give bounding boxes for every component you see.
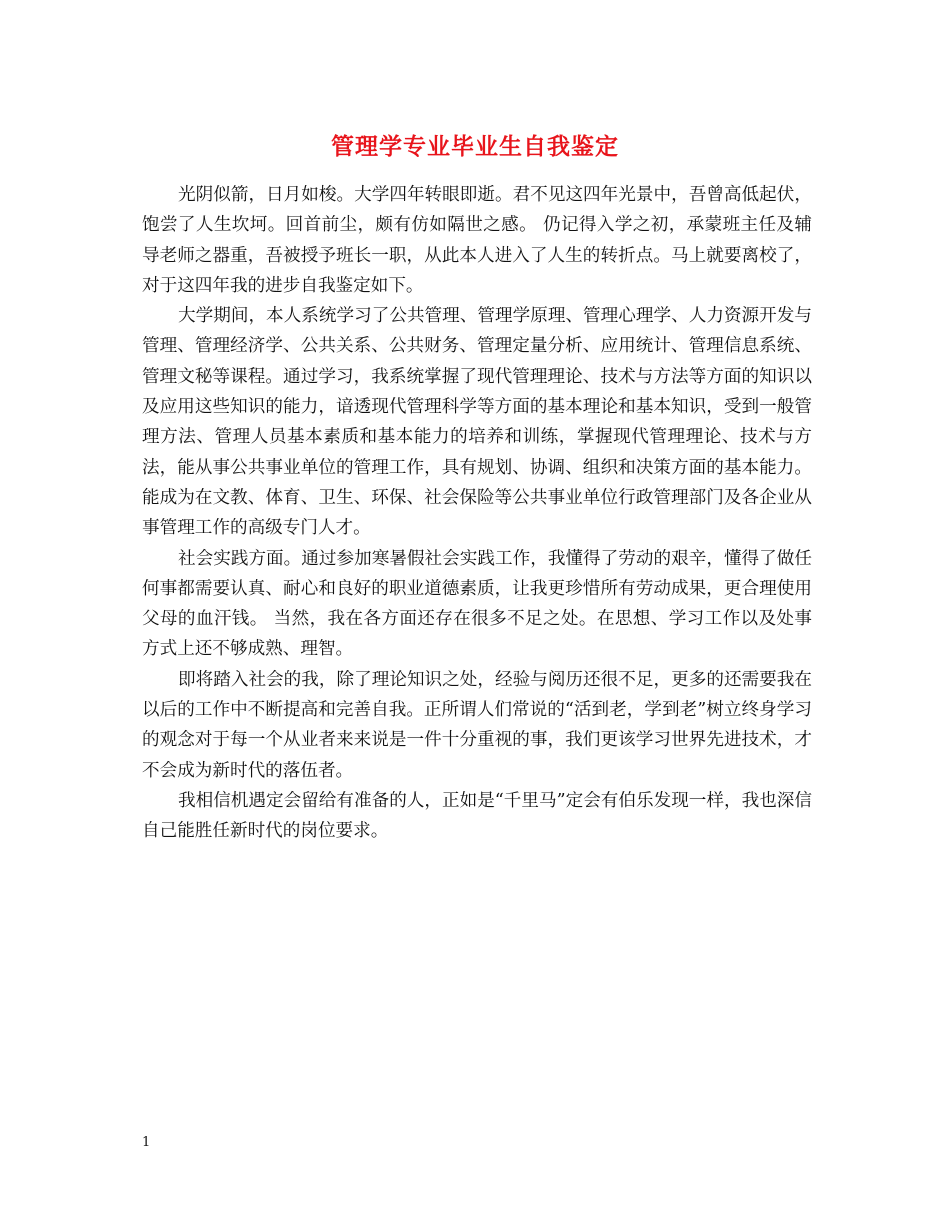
paragraph-conclusion: 我相信机遇定会留给有准备的人，正如是“千里马”定会有伯乐发现一样，我也深信自己能胜任新时代的岗位要求。 xyxy=(142,790,812,842)
paragraph-future: 即将踏入社会的我，除了理论知识之处，经验与阅历还很不足，更多的还需要我在以后的工作中不断提高和完善自我。正所谓人们常说的“活到老，学到老”树立终身学习的观念对于每一个从业者来来说是一件十分重视的事，我们更该学习世界先进技术，才不会成为新时代的落伍者。 xyxy=(142,669,812,781)
paragraph-intro: 光阴似箭，日月如梭。大学四年转眼即逝。君不见这四年光景中，吾曾高低起伏，饱尝了人生坎坷。回首前尘，颇有仿如隔世之感。 仍记得入学之初，承蒙班主任及辅导老师之器重，吾被授予班长一职，从此本人进入了人生的转折点。马上就要离校了，对于这四年我的进步自我鉴定如下。 xyxy=(142,185,812,296)
page-number: 1 xyxy=(142,1135,151,1150)
document-body xyxy=(142,180,812,847)
paragraph-study: 大学期间，本人系统学习了公共管理、管理学原理、管理心理学、人力资源开发与管理、管理经济学、公共关系、公共财务、管理定量分析、应用统计、管理信息系统、管理文秘等课程。通过学习，我系统掌握了现代管理理论、技术与方法等方面的知识以及应用这些知识的能力，谙透现代管理科学等方面的基本理论和基本知识，受到一般管理方法、管理人员基本素质和基本能力的培养和训练，掌握现代管理理论、技术与方法，能从事公共事业单位的管理工作，具有规划、协调、组织和决策方面的基本能力。能成为在文教、体育、卫生、环保、社会保险等公共事业单位行政管理部门及各企业从事管理工作的高级专门人才。 xyxy=(142,306,812,539)
paragraph-practice: 社会实践方面。通过参加寒暑假社会实践工作，我懂得了劳动的艰辛，懂得了做任何事都需要认真、耐心和良好的职业道德素质，让我更珍惜所有劳动成果，更合理使用父母的血汗钱。 当然，我在各方面还存在很多不足之处。在思想、学习工作以及处事方式上还不够成熟、理智。 xyxy=(142,548,812,660)
document-title: 管理学专业毕业生自我鉴定 xyxy=(331,134,619,160)
